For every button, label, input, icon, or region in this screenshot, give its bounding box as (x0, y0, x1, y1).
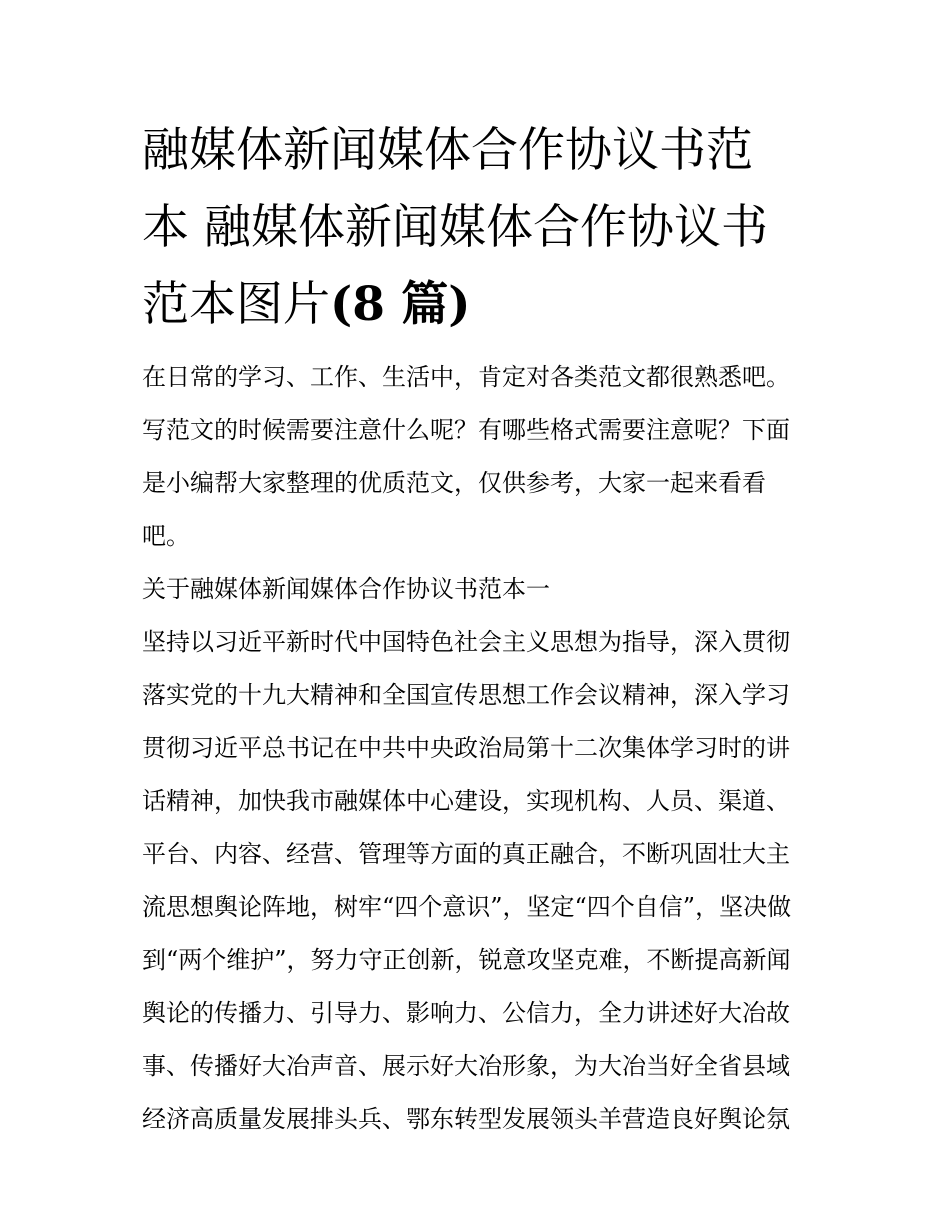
body-line: 舆论的传播力、引导力、影响力、公信力，全力讲述好大冶故 (142, 999, 790, 1027)
body-line: 经济高质量发展排头兵、鄂东转型发展领头羊营造良好舆论氛 (142, 1105, 790, 1133)
title-line-1: 融媒体新闻媒体合作协议书范 (142, 123, 753, 178)
title-line-3: 范本图片 (142, 277, 330, 332)
body-line: 事、传播好大冶声音、展示好大冶形象，为大冶当好全省县域 (142, 1052, 790, 1080)
document-title (142, 112, 814, 343)
body-paragraph (142, 616, 814, 1146)
body-line: 话精神，加快我市融媒体中心建设，实现机构、人员、渠道、 (142, 787, 790, 815)
body-line: 落实党的十九大精神和全国宣传思想工作会议精神，深入学习 (142, 681, 790, 709)
body-line: 贯彻习近平总书记在中共中央政治局第十二次集体学习时的讲 (142, 734, 790, 762)
section-heading: 关于融媒体新闻媒体合作协议书范本一 (142, 575, 550, 603)
intro-line: 是小编帮大家整理的优质范文，仅供参考，大家一起来看看 (142, 469, 766, 497)
body-line: 到“两个维护”，努力守正创新，锐意攻坚克难，不断提高新闻 (142, 946, 791, 974)
title-suffix: (8 篇) (330, 277, 471, 332)
body-line: 平台、内容、经营、管理等方面的真正融合，不断巩固壮大主 (142, 840, 790, 868)
intro-line: 写范文的时候需要注意什么呢？有哪些格式需要注意呢？下面 (142, 416, 790, 444)
body-line: 流思想舆论阵地，树牢“四个意识”，坚定“四个自信”，坚决做 (142, 893, 792, 921)
intro-line: 在日常的学习、工作、生活中，肯定对各类范文都很熟悉吧。 (142, 363, 790, 391)
intro-paragraph (142, 351, 814, 563)
title-line-2: 本 融媒体新闻媒体合作协议书 (142, 200, 768, 255)
intro-line: 吧。 (142, 522, 190, 550)
body-line: 坚持以习近平新时代中国特色社会主义思想为指导，深入贯彻 (142, 628, 790, 656)
document-content (142, 112, 814, 1146)
